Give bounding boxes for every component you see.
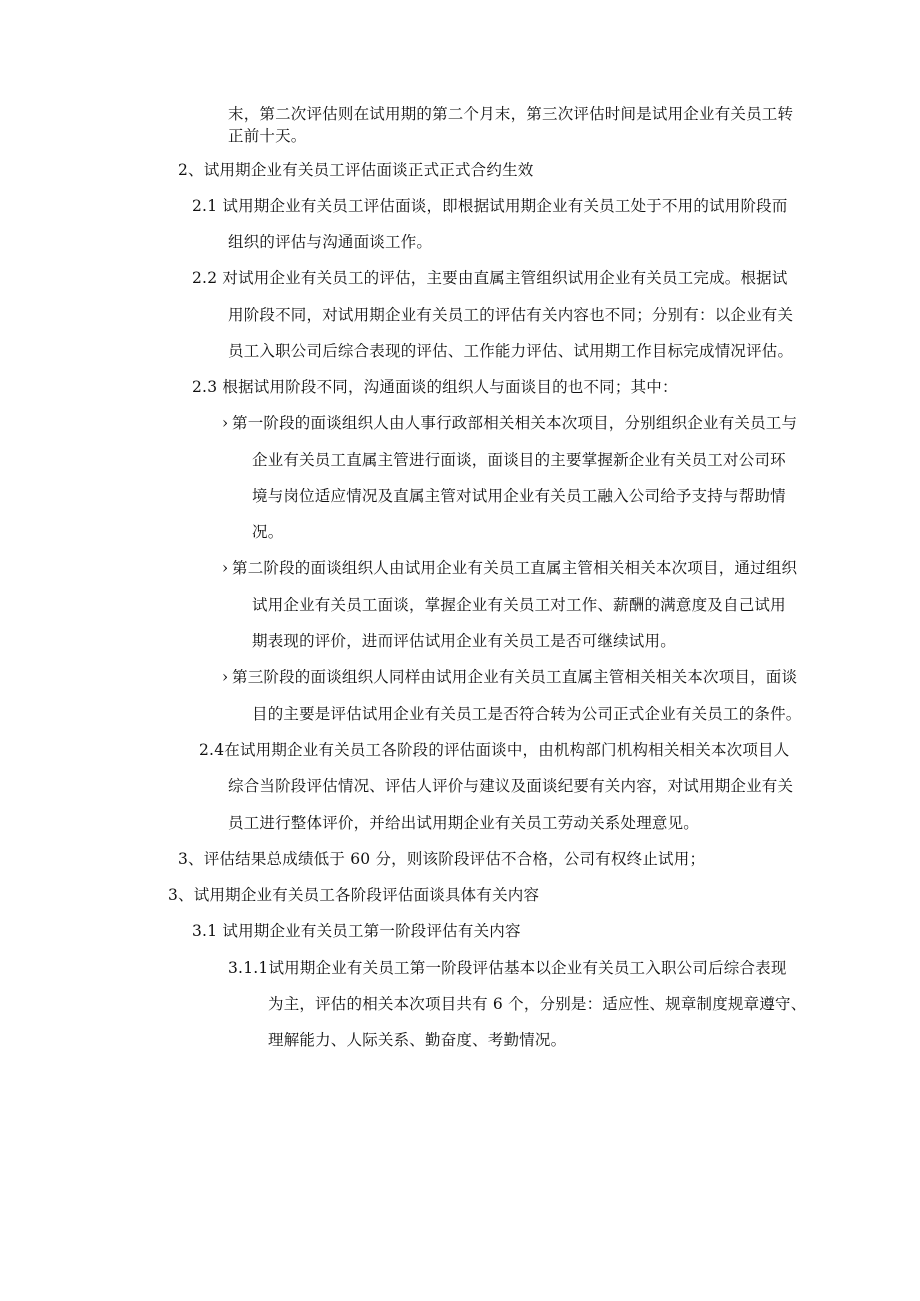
paragraph-line: 正前十天。: [228, 127, 307, 145]
bullet-line: 境与岗位适应情况及直属主管对试用企业有关员工融入公司给予支持与帮助情: [252, 487, 786, 505]
clause-2-4-line: 综合当阶段评估情况、评估人评价与建议及面谈纪要有关内容，对试用期企业有关: [228, 777, 794, 795]
bullet-item-stage-1: › 第一阶段的面谈组织人由人事行政部相关相关本次项目，分别组织企业有关员工与: [222, 414, 798, 432]
section-heading-3: 3、试用期企业有关员工各阶段评估面谈具体有关内容: [168, 886, 540, 904]
bullet-marker-icon: ›: [222, 668, 229, 686]
clause-2-3-line: 2.3 根据试用阶段不同，沟通面谈的组织人与面谈目的也不同；其中：: [192, 378, 678, 396]
clause-2-1-line: 2.1 试用期企业有关员工评估面谈，即根据试用期企业有关员工处于不用的试用阶段而: [192, 197, 788, 215]
bullet-item-stage-3: › 第三阶段的面谈组织人同样由试用企业有关员工直属主管相关相关本次项目，面谈: [222, 668, 798, 686]
bullet-line: 况。: [252, 523, 284, 541]
clause-2-1-line: 组织的评估与沟通面谈工作。: [228, 233, 433, 251]
clause-2-4-line: 2.4在试用期企业有关员工各阶段的评估面谈中，由机构部门机构相关相关本次项目人: [199, 741, 790, 759]
bullet-item-stage-2: › 第二阶段的面谈组织人由试用企业有关员工直属主管相关相关本次项目，通过组织: [222, 559, 798, 577]
bullet-line: 期表现的评价，进而评估试用企业有关员工是否可继续试用。: [252, 632, 676, 650]
clause-3-1-heading: 3.1 试用期企业有关员工第一阶段评估有关内容: [192, 922, 521, 940]
clause-3-1-1-line: 3.1.1试用期企业有关员工第一阶段评估基本以企业有关员工入职公司后综合表现: [228, 959, 787, 977]
clause-2-2-line: 员工入职公司后综合表现的评估、工作能力评估、试用期工作目标完成情况评估。: [228, 342, 794, 360]
clause-3-1-1-line: 为主，评估的相关本次项目共有 6 个，分别是：适应性、规章制度规章遵守、: [268, 995, 807, 1013]
clause-2-2-line: 2.2 对试用企业有关员工的评估，主要由直属主管组织试用企业有关员工完成。根据试: [192, 269, 788, 287]
clause-3-1-1-line: 理解能力、人际关系、勤奋度、考勤情况。: [268, 1031, 567, 1049]
section-heading-2: 2、试用期企业有关员工评估面谈正式正式合约生效: [178, 161, 534, 179]
bullet-line: 试用企业有关员工面谈，掌握企业有关员工对工作、薪酬的满意度及自己试用: [252, 596, 786, 614]
bullet-line: 目的主要是评估试用企业有关员工是否符合转为公司正式企业有关员工的条件。: [252, 705, 802, 723]
clause-2-4-line: 员工进行整体评价，并给出试用期企业有关员工劳动关系处理意见。: [228, 814, 700, 832]
paragraph-line: 末，第二次评估则在试用期的第二个月末，第三次评估时间是试用企业有关员工转: [228, 105, 794, 123]
bullet-marker-icon: ›: [222, 559, 229, 577]
bullet-line: 企业有关员工直属主管进行面谈，面谈目的主要掌握新企业有关员工对公司环: [252, 451, 786, 469]
clause-2-2-line: 用阶段不同，对试用期企业有关员工的评估有关内容也不同；分别有：以企业有关: [228, 306, 794, 324]
bullet-marker-icon: ›: [222, 414, 229, 432]
paragraph-line: 3、评估结果总成绩低于 60 分，则该阶段评估不合格，公司有权终止试用；: [178, 850, 706, 868]
